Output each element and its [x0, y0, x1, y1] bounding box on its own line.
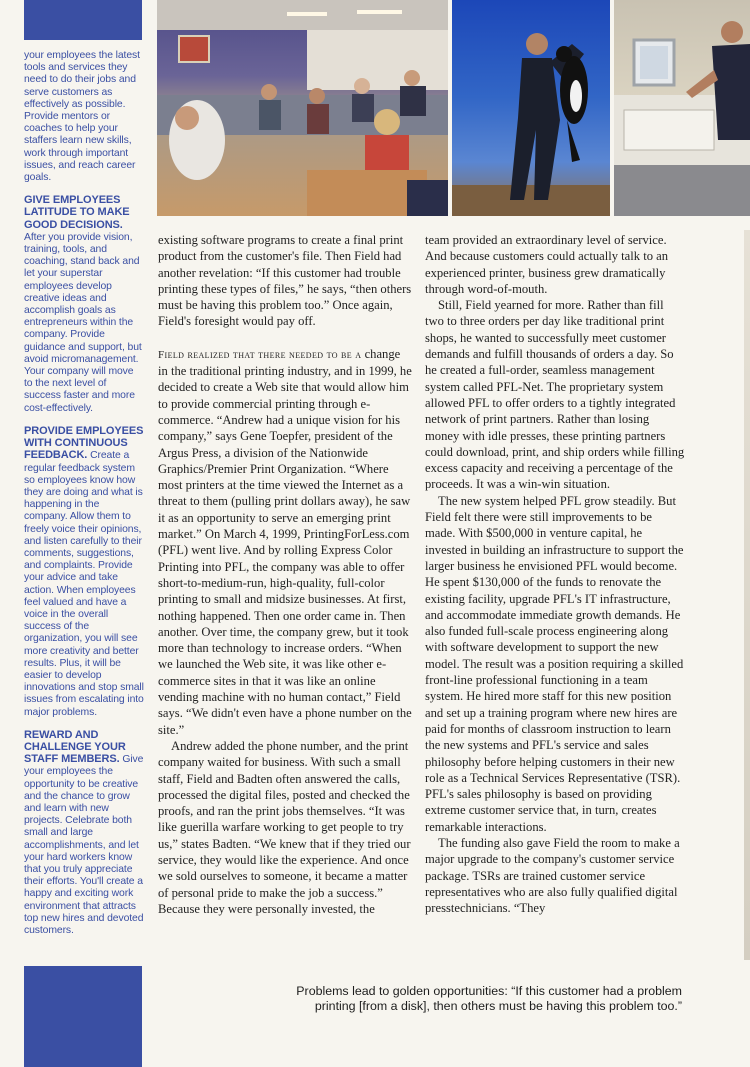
technician-at-printer-photo [614, 0, 750, 216]
sidebar-tips [24, 50, 144, 948]
classroom-photo [157, 0, 448, 216]
sidebar-color-block-bottom [24, 966, 142, 1067]
page-edge-shadow [744, 230, 750, 960]
paragraph-text: change in the traditional printing industry, and in 1999, he decided to create a Web site that would allow him to provide commercial printing through e-commerce. “Andrew had a unique vision for his company,” says Gene Toepfer, president of the Argus Press, a division of the Nationwide Graphics/Premier Print Organization. “Where most printers at the time viewed the Internet as a threat to them (pulling print dollars away), he saw it as an opportunity to serve an emerging print market.” On March 4, 1999, PrintingForLess.com (PFL) went live. And by rolling Express Color Printing into PFL, the company was able to offer short-to-medium-run, high-quality, full-color printing to small and midsize businesses. At first, nothing happened. Then one order came in. Then another. Over time, the company grew, but it took more than technology to increase orders. “When we launched the Web site, it was like other e-commerce sites in that it was like an online vending machine with no human contact,” Field says. “We didn't even have a phone number on the site.” [158, 346, 412, 737]
man-with-dog-photo [452, 0, 610, 216]
paragraph: Andrew added the phone number, and the print company waited for business. With such a small staff, Field and Badten often answered the calls, processed the digital files, posted and checked the proofs, and ran the print jobs themselves. “It was like guerilla warfare working to get people to try us,” states Badten. “We knew that if they tried our service, they would like the experience. And once we sold ourselves to someone, it became a matter of personal pride to make the job a success.” Because they were personally invested, the [158, 738, 411, 916]
paragraph: existing software programs to create a final print product from the customer's file. Then Field had another revelation: “If this customer had trouble printing these types of files,” he says, “then others must be having this problem too.” Once again, Field's foresight would pay off. [158, 233, 412, 329]
section-lead-paragraph [158, 346, 413, 738]
sidebar-tip [24, 730, 144, 937]
paragraph: The funding also gave Field the room to make a major upgrade to the company's customer service package. TSRs are trained customer service representatives who are also fully qualified digital presstechnicians. “They [425, 835, 680, 916]
photo-strip [157, 0, 750, 216]
tip-heading: REWARD AND CHALLENGE YOUR STAFF MEMBERS. [24, 728, 126, 766]
caption-line-1: Problems lead to golden opportunities: “If this customer had a problem [296, 984, 682, 998]
article-column-2 [425, 232, 685, 916]
tip-body: Give your employees the opportunity to be creative and the chance to grow and learn with new projects. Celebrate both small and large accomplishments, and let your hard workers know that you truly appreciate their efforts. You'll create a happy and exciting work environment that attracts top new hires and devoted customers. [24, 754, 144, 937]
paragraph: team provided an extraordinary level of service. And because customers could actually talk to an experienced printer, business grew dramatically through word-of-mouth. [425, 233, 669, 296]
sidebar-color-block-top [24, 0, 142, 40]
sidebar-intro: your employees the latest tools and services they need to do their jobs and serve customers as effectively as possible. Provide mentors or coaches to help your staffers learn new skills, work through important issues, and reach career goals. [24, 50, 140, 184]
sidebar [0, 0, 148, 1067]
tip-body: Create a regular feedback system so employees know how they are doing and what is happening in the company. Allow them to freely voice their opinions, and listen carefully to their comments, suggestions, and complaints. Provide your advice and take action. When employees feel valued and have a voice in the overall success of the organization, you will see more creativity and better results. Plus, it will be easier to develop innovations and stop small issues from escalating into major problems. [24, 450, 144, 718]
tip-heading: PROVIDE EMPLOYEES WITH CONTINUOUS FEEDBACK. [24, 424, 144, 462]
tip-heading: GIVE EMPLOYEES LATITUDE TO MAKE GOOD DECISIONS. [24, 194, 130, 231]
section-lead-in: Field realized that there needed to be a [158, 348, 362, 361]
sidebar-tip [24, 195, 144, 415]
caption-line-2: printing [from a disk], then others must be having this problem too.” [314, 999, 682, 1013]
sidebar-tip [24, 426, 144, 719]
photo-caption [260, 984, 682, 1014]
article-column-1 [158, 232, 413, 917]
paragraph: Still, Field yearned for more. Rather than fill two to three orders per day like traditional print shops, he wanted to successfully meet customer demands and fulfill thousands of orders a day. So he created a full-order, seamless management system called PFL-Net. The proprietary system allowed PFL to offer orders to a tightly integrated network of print partners. Rather than losing money with idle presses, these printing partners could download, print, and ship orders while filling excess capacity and receiving a percentage of the proceeds. It was a win-win situation. [425, 298, 685, 492]
tip-body: After you provide vision, training, tools, and coaching, stand back and let your superstar employees develop creative ideas and accomplish goals as entrepreneurs within the company. Provide guidance and support, but avoid micromanagement. Your company will move to the next level of success faster and more cost-effectively. [24, 231, 142, 414]
paragraph: The new system helped PFL grow steadily. But Field felt there were still improvements to be made. With $500,000 in venture capital, he invested in building an infrastructure to support the larger business he envisioned PFL would become. He spent $130,000 of the funds to renovate the existing facility, upgrade PFL's IT infrastructure, and accommodate immediate growth demands. He also funded full-scale process engineering along with software development to support the new model. The result was a position requiring a skilled front-line professional functioning in a team system. He hired more staff for this new position and set up a training program where new hires are paid for months of classroom instruction to learn the new systems and PFL's service and sales philosophy before helping customers in their new role as a Technical Services Representative (TSR). PFL's sales philosophy is based on providing extreme customer service that, in turn, creates remarkable interactions. [425, 493, 684, 834]
